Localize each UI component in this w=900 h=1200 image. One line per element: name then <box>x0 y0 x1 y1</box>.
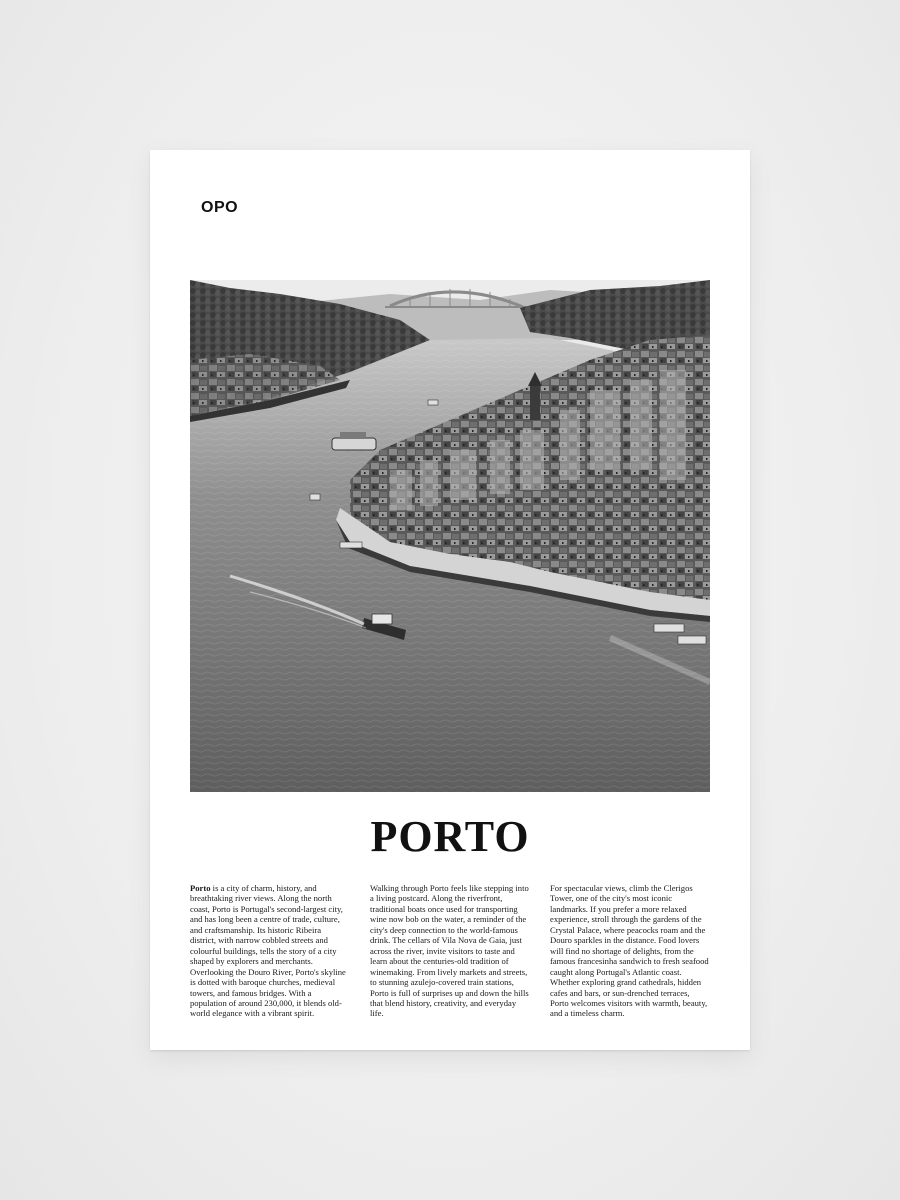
description-column-3 <box>550 883 709 1019</box>
column-text: Walking through Porto feels like stepping into a living postcard. Along the riverfront, traditional boats once used for transporting wine now bob on the water, a reminder of the city's deep connection to the world-famous drink. The cellars of Vila Nova de Gaia, just across the river, invite visitors to taste and learn about the centuries-old tradition of winemaking. From lively markets and streets, to stunning azulejo-covered train stations, Porto is full of surprises up and down the hills that blend history, creativity, and everyday life. <box>370 883 529 1019</box>
description-column-1 <box>190 883 349 1019</box>
description-column-2 <box>370 883 529 1019</box>
column-text: is a city of charm, history, and breathtaking river views. Along the north coast, Porto is Portugal's second-largest city, and has long been a centre of trade, culture, and craftsmanship. Its historic Ribeira district, with narrow cobbled streets and colourful buildings, tells the story of a city shaped by explorers and merchants. Overlooking the Douro River, Porto's skyline is dotted with baroque churches, medieval towers, and famous bridges. With a population of around 230,000, it blends old-world elegance with a vibrant spirit. <box>190 883 346 1019</box>
description-columns <box>190 883 710 1019</box>
porto-photo <box>190 280 710 792</box>
column-text: For spectacular views, climb the Clerigos Tower, one of the city's most iconic landmarks. If you prefer a more relaxed experience, stroll through the gardens of the Crystal Palace, where peacocks roam and the Douro sparkles in the distance. Food lovers will find no shortage of delights, from the famous francesinha sandwich to fresh seafood caught along Portugal's Atlantic coast. Whether exploring grand cathedrals, hidden cafes and bars, or sun-drenched terraces, Porto welcomes visitors with warmth, beauty, and a timeless charm. <box>550 883 709 1019</box>
city-code: OPO <box>201 199 239 216</box>
column-lead: Porto <box>190 883 211 893</box>
poster <box>150 150 750 1050</box>
poster-title: PORTO <box>370 812 530 861</box>
porto-photo-illustration <box>190 280 710 792</box>
